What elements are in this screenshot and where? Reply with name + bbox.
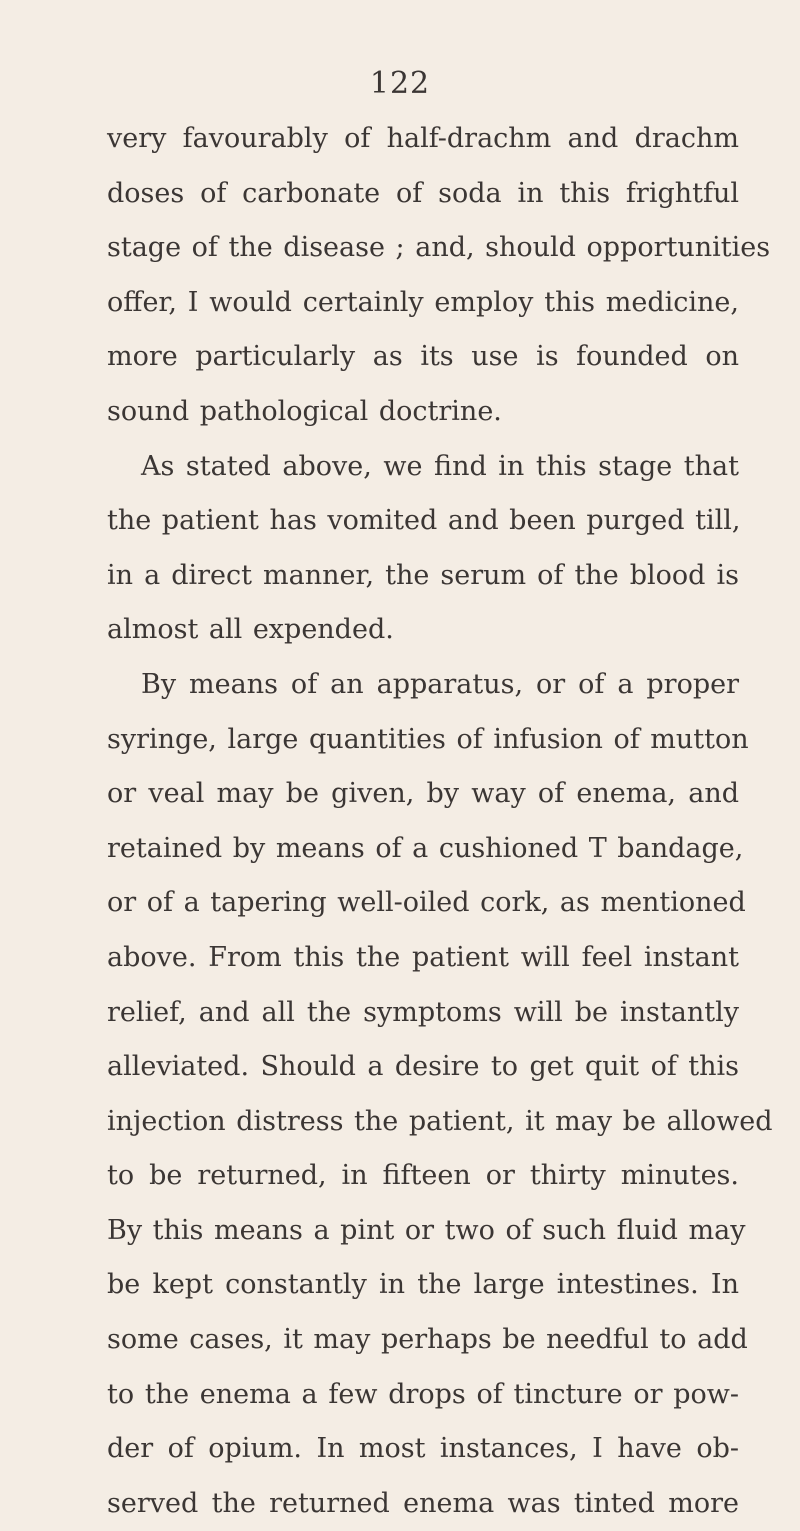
text-line: some cases, it may perhaps be needful to add (107, 1324, 748, 1356)
text-line: relief, and all the symptoms will be instantly (107, 996, 739, 1028)
text-line: offer, I would certainly employ this medicine, (107, 286, 739, 318)
text-line: or veal may be given, by way of enema, and (107, 778, 739, 810)
text-line: more particularly as its use is founded on (107, 341, 739, 373)
text-line: or of a tapering well-oiled cork, as mentioned (107, 887, 746, 919)
text-line: to the enema a few drops of tincture or pow- (107, 1378, 739, 1410)
text-line: injection distress the patient, it may be allowed (107, 1105, 773, 1137)
body-text (107, 112, 773, 1531)
text-line: served the returned enema was tinted more (107, 1487, 739, 1519)
text-line: By this means a pint or two of such fluid may (107, 1214, 746, 1246)
text-line: As stated above, we find in this stage that (141, 450, 739, 482)
text-line: very favourably of half-drachm and drachm (107, 123, 739, 154)
text-line: almost all expended. (107, 614, 394, 646)
text-line: doses of carbonate of soda in this frightful (107, 177, 739, 209)
text-line: der of opium. In most instances, I have ob- (107, 1433, 739, 1465)
text-line: to be returned, in fifteen or thirty minutes. (107, 1160, 739, 1192)
text-line: By means of an apparatus, or of a proper (141, 668, 739, 700)
text-line: retained by means of a cushioned T bandage, (107, 832, 744, 864)
text-line: alleviated. Should a desire to get quit of this (107, 1051, 739, 1083)
text-line: sound pathological doctrine. (107, 395, 502, 427)
text-line: syringe, large quantities of infusion of mutton (107, 723, 749, 755)
text-line: stage of the disease ; and, should opportunities (107, 232, 771, 264)
text-line: the patient has vomited and been purged till, (107, 505, 741, 537)
text-line: above. From this the patient will feel instant (107, 941, 739, 973)
text-line: be kept constantly in the large intestines. In (107, 1269, 739, 1301)
text-line: in a direct manner, the serum of the blood is (107, 559, 739, 591)
page-number: 122 (369, 66, 431, 101)
